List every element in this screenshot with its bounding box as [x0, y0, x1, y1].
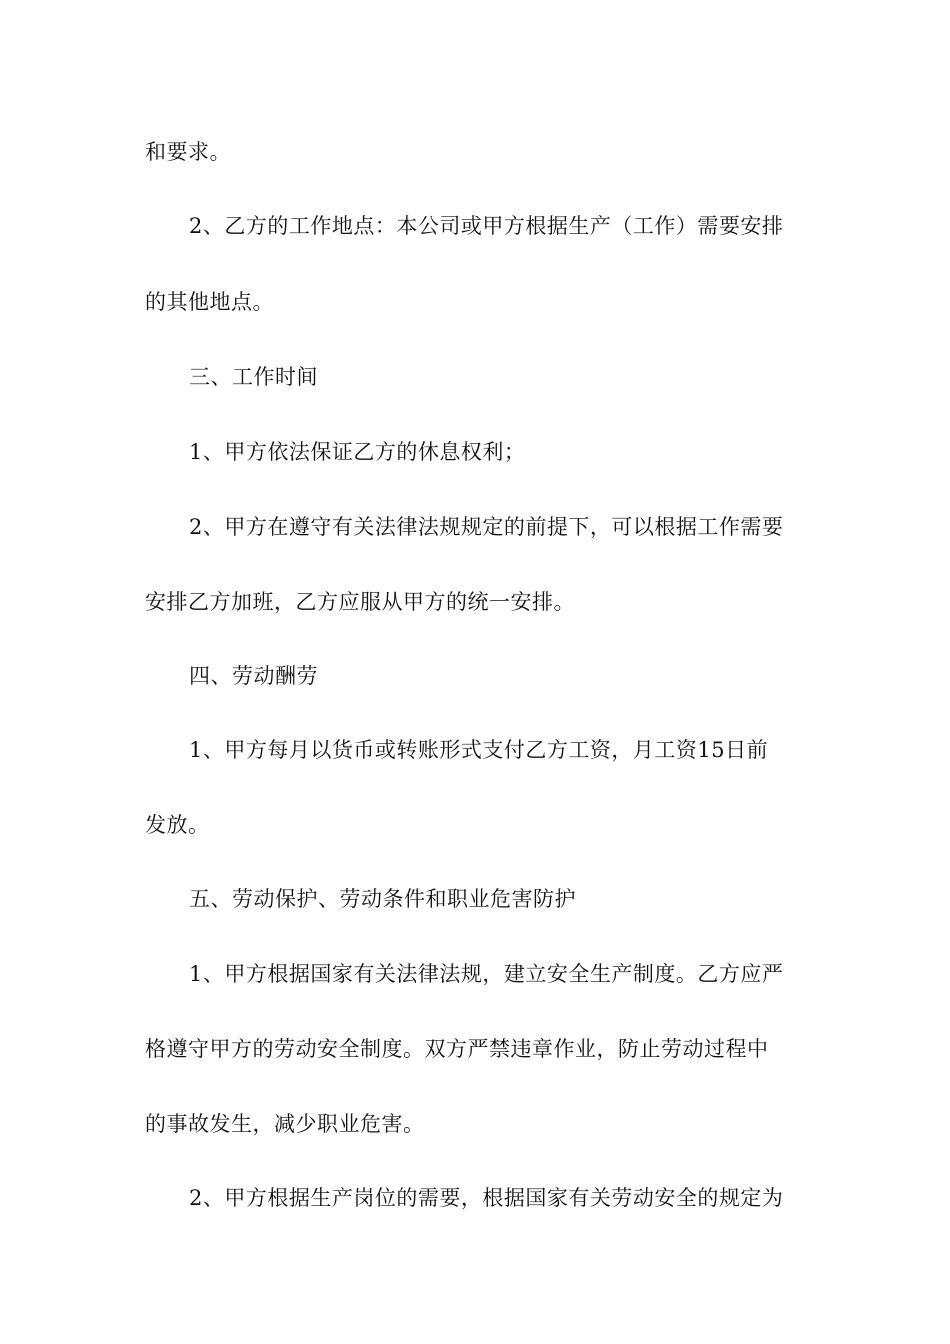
section-heading: 四、劳动酬劳: [189, 664, 318, 688]
text-line: 的其他地点。: [145, 290, 274, 314]
text-line: 2、甲方在遵守有关法律法规规定的前提下，可以根据工作需要: [189, 515, 784, 539]
text-line: 和要求。: [145, 140, 231, 164]
text-line: 的事故发生，减少职业危害。: [145, 1112, 425, 1136]
text-line: 1、甲方依法保证乙方的休息权利；: [189, 440, 526, 464]
text-line: 1、甲方每月以货币或转账形式支付乙方工资，月工资15日前: [189, 738, 769, 762]
text-line: 发放。: [145, 813, 210, 837]
text-line: 格遵守甲方的劳动安全制度。双方严禁违章作业，防止劳动过程中: [145, 1037, 769, 1061]
section-heading: 三、工作时间: [189, 365, 318, 389]
text-line: 2、乙方的工作地点：本公司或甲方根据生产（工作）需要安排: [189, 214, 784, 238]
section-heading: 五、劳动保护、劳动条件和职业危害防护: [189, 887, 576, 911]
text-line: 1、甲方根据国家有关法律法规，建立安全生产制度。乙方应严: [189, 962, 784, 986]
text-line: 安排乙方加班，乙方应服从甲方的统一安排。: [145, 590, 575, 614]
text-line: 2、甲方根据生产岗位的需要，根据国家有关劳动安全的规定为: [189, 1186, 784, 1210]
